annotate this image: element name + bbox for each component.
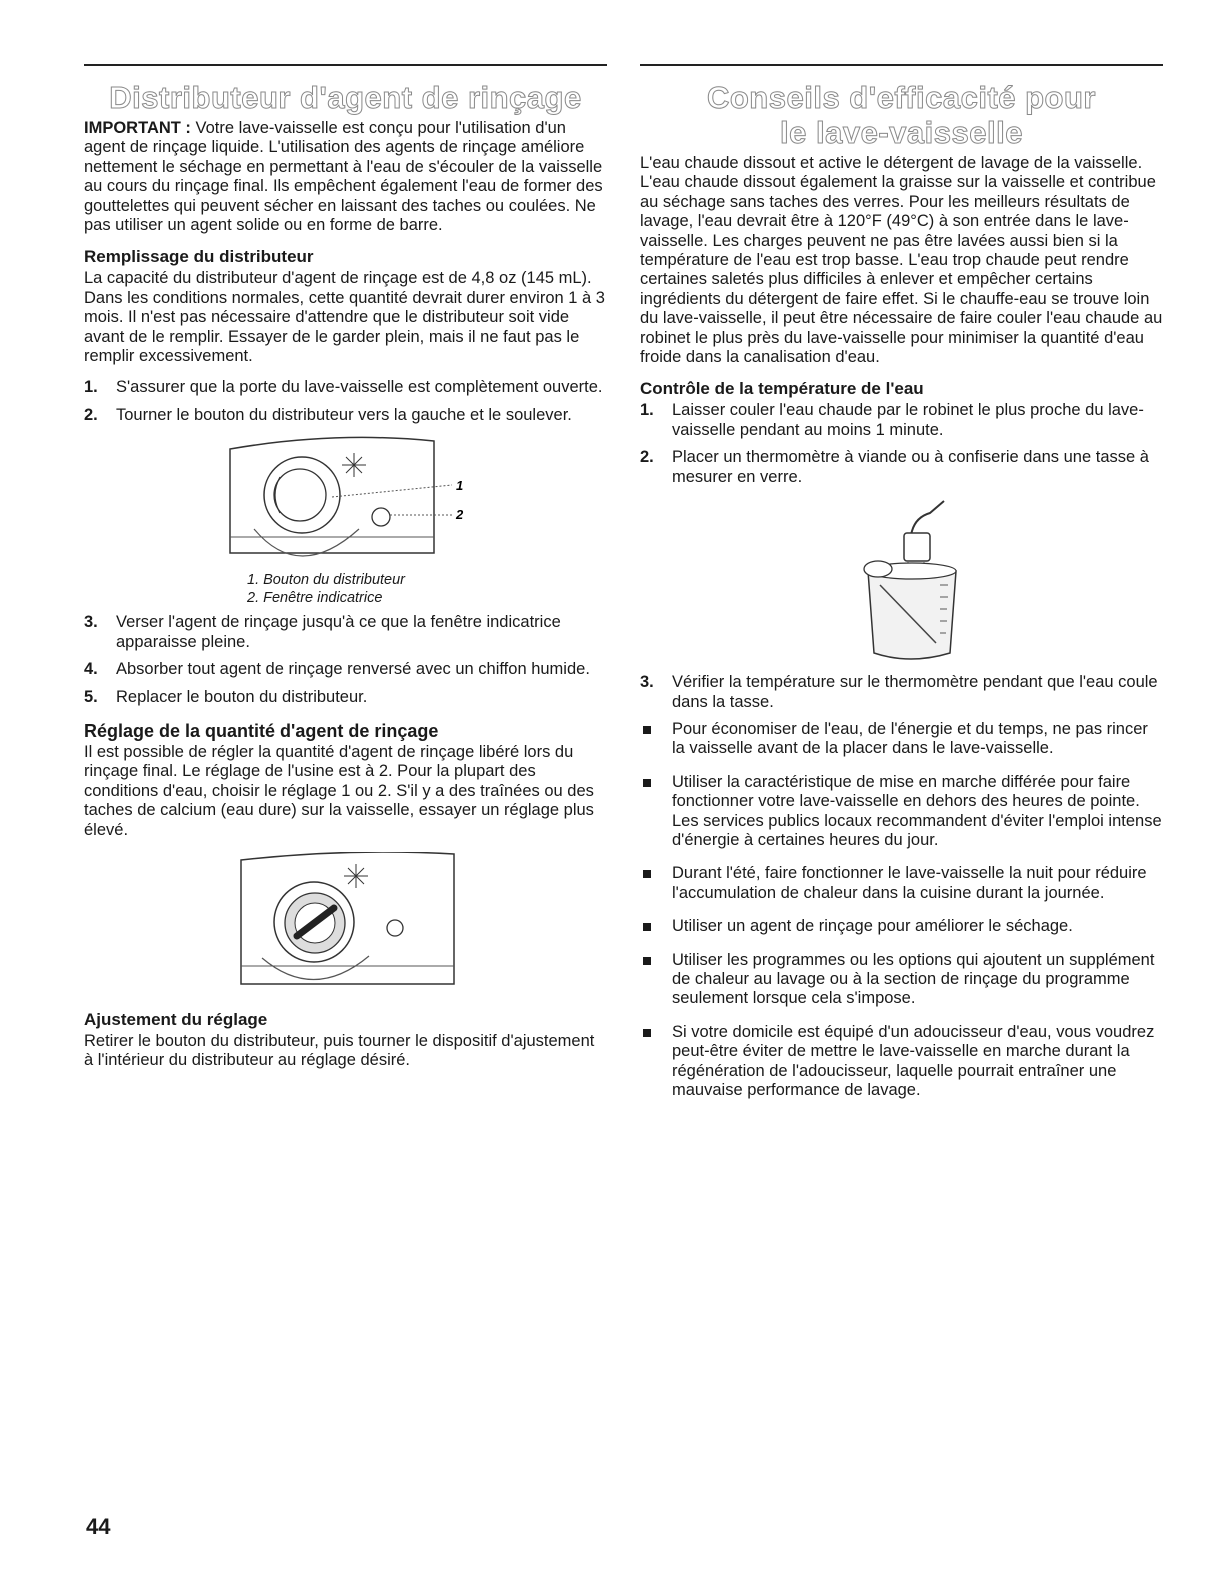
square-bullet-icon: [643, 923, 651, 931]
dispenser-illustration: [84, 433, 607, 563]
square-bullet-icon: [643, 726, 651, 734]
ajust-text: Retirer le bouton du distributeur, puis tourner le dispositif d'ajustement à l'intérieur du distributeur au réglage désiré.: [84, 1031, 595, 1070]
list-item: Pour économiser de l'eau, de l'énergie et du temps, ne pas rincer la vaisselle avant de la placer dans le lave-vaisselle.: [640, 720, 1163, 759]
dispenser-figure: [84, 433, 607, 605]
adjuster-figure: [84, 852, 607, 1002]
temp-steps-a: [640, 401, 1163, 487]
right-column: [640, 64, 1163, 1114]
important-paragraph: [84, 119, 607, 235]
adjuster-illustration: [84, 852, 607, 998]
step-item: 3. Verser l'agent de rinçage jusqu'à ce que la fenêtre indicatrice apparaisse pleine.: [84, 613, 561, 651]
temp-heading: Contrôle de la température de l'eau: [640, 379, 924, 399]
square-bullet-icon: [643, 870, 651, 878]
square-bullet-icon: [643, 1029, 651, 1037]
tips-list: [640, 720, 1163, 1101]
step-item: 2. Placer un thermomètre à viande ou à confiserie dans une tasse à mesurer en verre.: [640, 448, 1149, 486]
square-bullet-icon: [643, 957, 651, 965]
step-item: 3. Vérifier la température sur le thermomètre pendant que l'eau coule dans la tasse.: [640, 673, 1158, 711]
efficiency-title: Conseils d'efficacité pour le lave-vaisselle: [706, 80, 1096, 150]
list-item: Si votre domicile est équipé d'un adoucisseur d'eau, vous voudrez peut-être éviter de mettre le lave-vaisselle en marche durant la régénération de l'adoucisseur, laquelle pourrait entraîner une mauvaise performance de lavage.: [640, 1023, 1163, 1101]
fill-steps-b: [84, 613, 607, 707]
fig-caption-2: 2. Fenêtre indicatrice: [247, 590, 383, 607]
list-item: Utiliser les programmes ou les options qui ajoutent un supplément de chaleur au lavage ou à la section de rinçage du programme seulement lorsque cela s'impose.: [640, 951, 1163, 1009]
important-text: Votre lave-vaisselle est conçu pour l'utilisation d'un agent de rinçage liquide. L'utilisation des agents de rinçage améliore nettement le séchage en permettant à l'eau de s'écouler de la vaisselle au cours du rinçage final. Ils empêchent également l'eau de former des gouttelettes qui peuvent sécher en laissant des taches ou coulées. Ne pas utiliser un agent solide ou en forme de barre.: [84, 119, 603, 235]
list-item: Durant l'été, faire fonctionner le lave-vaisselle la nuit pour réduire l'accumulation de chaleur dans la cuisine durant la journée.: [640, 864, 1163, 903]
fig-caption-1: 1. Bouton du distributeur: [247, 572, 405, 589]
callout-1: 1: [456, 478, 464, 494]
top-rule-right: [640, 64, 1163, 66]
adjust-text: Il est possible de régler la quantité d'agent de rinçage libéré lors du rinçage final. Le réglage de l'usine est à 2. Pour la plupart des conditions d'eau, choisir le réglage 1 ou 2. S'il y a des traînées ou des taches de calcium (eau dure) sur la vaisselle, essayer un réglage plus élevé.: [84, 742, 594, 839]
important-label: IMPORTANT :: [84, 119, 191, 137]
step-item: 2. Tourner le bouton du distributeur vers la gauche et le soulever.: [84, 405, 572, 424]
step-item: 4. Absorber tout agent de rinçage renversé avec un chiffon humide.: [84, 660, 590, 679]
efficiency-intro: L'eau chaude dissout et active le détergent de lavage de la vaisselle. L'eau chaude dissout également la graisse sur la vaisselle et contribue au séchage sans taches des verres. Pour les meilleurs résultats de lavage, l'eau devrait être à 120°F (49°C) à son entrée dans le lave-vaisselle. Les charges peuvent ne pas être lavées aussi bien si la température de l'eau est trop basse. L'eau trop chaude peut rendre certaines saletés plus difficiles à enlever et empêcher certains ingrédients du détergent de faire effet. Si le chauffe-eau se trouve loin du lave-vaisselle, il peut être nécessaire de faire couler l'eau chaude au robinet le plus près du lave-vaisselle pour minimiser la quantité d'eau froide dans la canalisation d'eau.: [640, 154, 1163, 367]
top-rule-left: [84, 64, 607, 66]
temp-steps-b: [640, 673, 1163, 712]
left-column: [84, 64, 607, 1083]
list-item: Utiliser un agent de rinçage pour améliorer le séchage.: [640, 917, 1163, 936]
page-number: 44: [86, 1514, 111, 1539]
square-bullet-icon: [643, 779, 651, 787]
rinse-aid-title: Distributeur d'agent de rinçage: [109, 80, 582, 115]
callout-2: 2: [456, 507, 464, 523]
step-item: 5. Replacer le bouton du distributeur.: [84, 687, 368, 706]
ajust-heading: Ajustement du réglage: [84, 1009, 268, 1029]
adjust-heading: Réglage de la quantité d'agent de rinçage: [84, 720, 439, 741]
thermometer-cup-illustration: [640, 495, 1163, 665]
step-item: 1. S'assurer que la porte du lave-vaisselle est complètement ouverte.: [84, 378, 603, 397]
step-item: 1. Laisser couler l'eau chaude par le robinet le plus proche du lave-vaisselle pendant au moins 1 minute.: [640, 401, 1144, 439]
fill-heading: Remplissage du distributeur: [84, 247, 314, 267]
thermometer-figure: [640, 495, 1163, 665]
fill-text: La capacité du distributeur d'agent de rinçage est de 4,8 oz (145 mL). Dans les conditions normales, cette quantité devrait durer environ 1 à 3 mois. Il n'est pas nécessaire d'attendre que le distributeur soit vide avant de le remplir. Essayer de le garder plein, mais il ne faut pas le remplir excessivement.: [84, 269, 605, 366]
fill-steps-a: [84, 378, 607, 425]
list-item: Utiliser la caractéristique de mise en marche différée pour faire fonctionner votre lave-vaisselle en dehors des heures de pointe. Les services publics locaux recommandent d'éviter l'emploi intense d'énergie à certaines heures du jour.: [640, 773, 1163, 851]
